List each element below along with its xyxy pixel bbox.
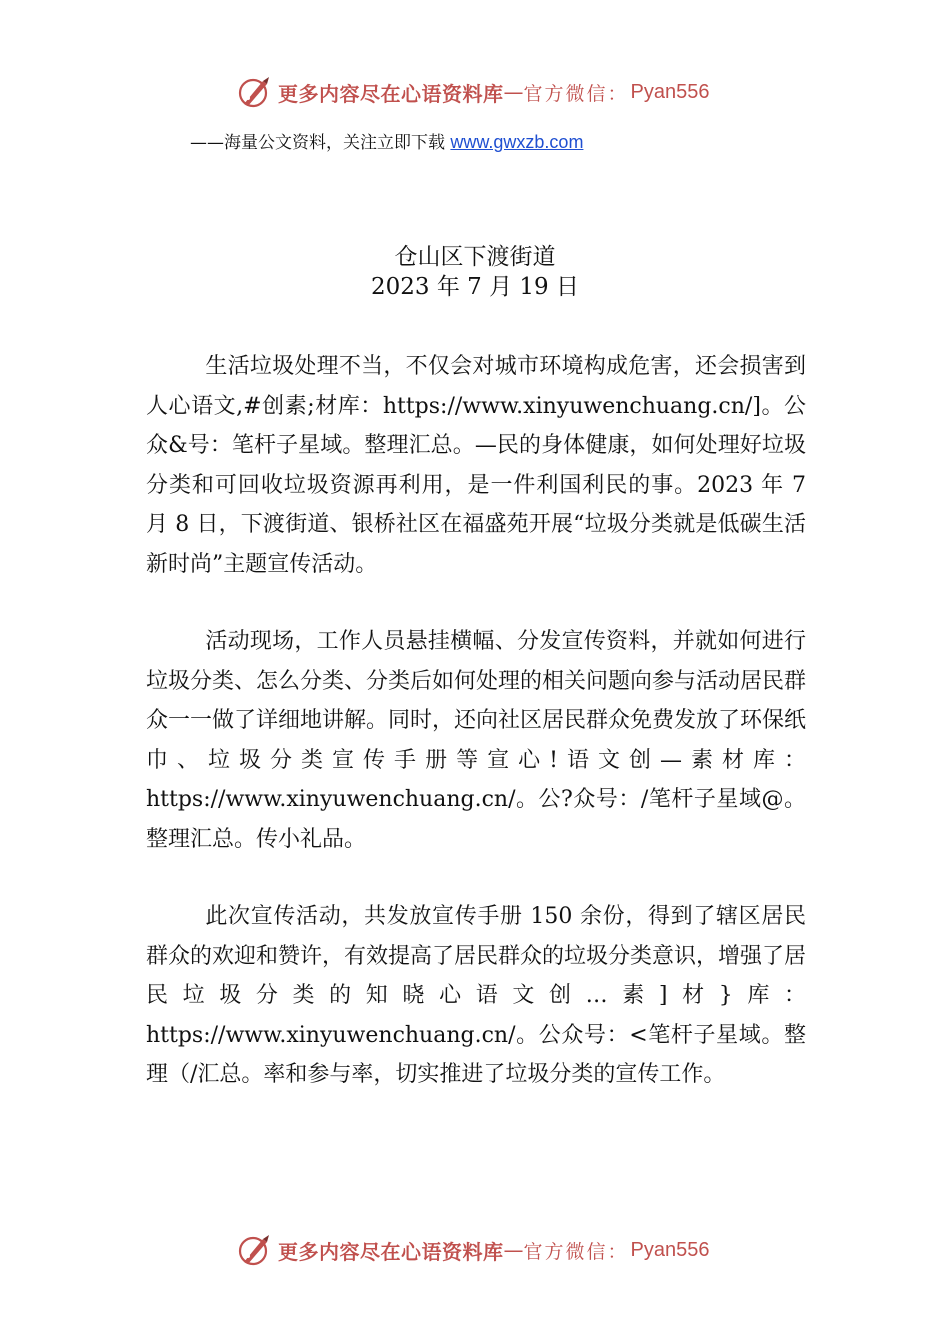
subline-text: ——海量公文资料，关注立即下载 [190,133,451,153]
header-banner [236,74,709,110]
footer-banner [236,1232,709,1268]
body-paragraph-3: 此次宣传活动，共发放宣传手册 150 余份，得到了辖区居民群众的欢迎和赞许，有效提高了居民群众的垃圾分类意识，增强了居民垃圾分类的知晓心语文创…素]材}库：https://www.xinyuwenchuang.cn/。公众号：<笔杆子星域。整理（/汇总。率和参与率，切实推进了垃圾分类的宣传工作。 [146,904,807,1087]
organization-name: 仓山区下渡街道 [394,244,556,270]
document-date: 2023 年 7 月 19 日 [371,274,579,300]
pen-circle-logo-icon [236,1232,272,1268]
body-paragraph-2: 活动现场，工作人员悬挂横幅、分发宣传资料，并就如何进行垃圾分类、怎么分类、分类后如何处理的相关问题向参与活动居民群众一一做了详细地讲解。同时，还向社区居民群众免费发放了环保纸巾、垃圾分类宣传手册等宣心!语文创—素材库：https://www.xinyuwenchuang.cn/。公?众号：/笔杆子星域@。整理汇总。传小礼品。 [146,629,807,852]
footer-brand-text: 更多内容尽在心语资料库 [278,1239,504,1264]
header-brand-text: 更多内容尽在心语资料库 [278,81,504,106]
body-paragraph-1: 生活垃圾处理不当，不仅会对城市环境构成危害，还会损害到人心语文,#创素;材库：https://www.xinyuwenchuang.cn/]。公众&号：笔杆子星域。整理汇总。—民的身体健康，如何处理好垃圾分类和可回收垃圾资源再利用，是一件利国利民的事。2023 年 7 月 8 日，下渡街道、银桥社区在福盛苑开展“垃圾分类就是低碳生活新时尚”主题宣传活动。 [146,354,806,577]
footer-dash: — [503,1238,524,1262]
header-wechat-id: Pyan556 [630,80,710,103]
pen-circle-logo-icon [236,74,272,110]
footer-wechat-label: 官方微信： [523,1240,629,1263]
header-dash: — [503,80,524,104]
footer-wechat-id: Pyan556 [630,1238,710,1261]
download-subline [190,128,583,153]
download-link[interactable]: www.gwxzb.com [450,132,584,152]
header-wechat-label: 官方微信： [523,82,629,105]
